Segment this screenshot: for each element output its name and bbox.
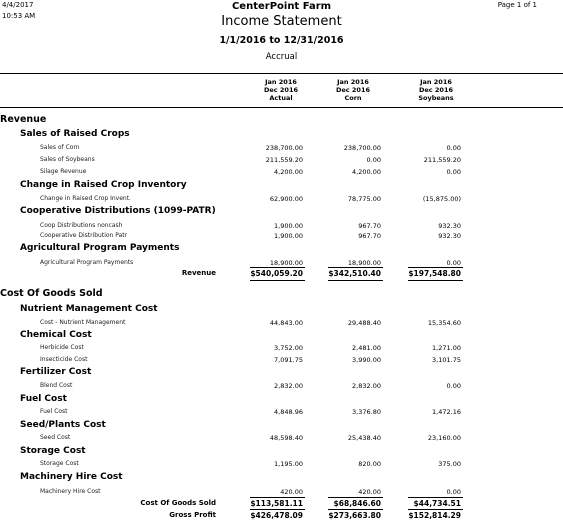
value-corn: 3,376.80	[352, 408, 381, 416]
value-soybeans: 211,559.20	[423, 156, 461, 164]
value-soybeans: 0.00	[446, 488, 461, 496]
value-soybeans: 932.30	[438, 222, 461, 230]
group-cooperative-distributions: Cooperative Distributions (1099-PATR)	[20, 206, 216, 216]
line-item-label: Blend Cost	[40, 382, 73, 389]
subtotal-rule	[250, 267, 305, 268]
print-time: 10:53 AM	[2, 12, 36, 20]
section-revenue: Revenue	[0, 114, 47, 125]
cogs-total-actual: $113,581.11	[250, 499, 303, 508]
value-actual: 3,752.00	[274, 344, 303, 352]
report-period: 1/1/2016 to 12/31/2016	[219, 35, 344, 46]
column-header-line: Jan 2016	[420, 78, 452, 86]
value-soybeans: 1,271.00	[432, 344, 461, 352]
column-header-line: Jan 2016	[337, 78, 369, 86]
report-title: Income Statement	[221, 14, 342, 29]
value-actual: 420.00	[280, 488, 303, 496]
value-soybeans: 23,160.00	[427, 434, 461, 442]
revenue-total-actual: $540,059.20	[250, 269, 303, 278]
column-header-line: Jan 2016	[265, 78, 297, 86]
group-machinery-hire-cost: Machinery Hire Cost	[20, 472, 123, 482]
page-number: Page 1 of 1	[497, 1, 537, 9]
value-soybeans: 0.00	[446, 259, 461, 267]
column-header-line: Dec 2016	[418, 86, 453, 94]
value-corn: 967.70	[358, 222, 381, 230]
column-header-line: Corn	[344, 94, 362, 102]
value-soybeans: 375.00	[438, 460, 461, 468]
cogs-total-label: Cost Of Goods Sold	[140, 499, 216, 507]
value-actual: 44,843.00	[269, 319, 303, 327]
value-actual: 18,900.00	[269, 259, 303, 267]
gross-profit-corn: $273,663.80	[328, 511, 381, 520]
value-corn: 4,200.00	[352, 168, 381, 176]
group-nutrient-management: Nutrient Management Cost	[20, 304, 158, 314]
section-cogs: Cost Of Goods Sold	[0, 288, 103, 299]
value-corn: 25,438.40	[347, 434, 381, 442]
value-actual: 7,091.75	[274, 356, 303, 364]
value-actual: 211,559.20	[265, 156, 303, 164]
value-corn: 420.00	[358, 488, 381, 496]
line-item-label: Agricultural Program Payments	[40, 259, 134, 266]
gross-profit-label: Gross Profit	[169, 511, 216, 519]
line-item-label: Sales of Soybeans	[40, 156, 95, 163]
group-fuel-cost: Fuel Cost	[20, 394, 67, 404]
group-seed-plants-cost: Seed/Plants Cost	[20, 420, 106, 430]
report-basis: Accrual	[265, 52, 298, 62]
value-corn: 78,775.00	[347, 195, 381, 203]
line-item-label: Coop Distributions noncash	[40, 222, 123, 229]
value-corn: 2,832.00	[352, 382, 381, 390]
value-actual: 62,900.00	[269, 195, 303, 203]
group-sales-of-raised-crops: Sales of Raised Crops	[20, 129, 130, 139]
value-actual: 48,598.40	[269, 434, 303, 442]
value-soybeans: 0.00	[446, 168, 461, 176]
revenue-total-label: Revenue	[181, 269, 216, 277]
subtotal-rule	[250, 497, 305, 498]
value-actual: 238,700.00	[265, 144, 303, 152]
value-soybeans: 0.00	[446, 382, 461, 390]
header-rule-bottom	[0, 107, 563, 108]
line-item-label: Insecticide Cost	[40, 356, 88, 363]
total-rule	[250, 509, 305, 510]
header-rule-top	[0, 73, 563, 74]
line-item-label: Seed Cost	[40, 434, 71, 441]
line-item-label: Storage Cost	[40, 460, 79, 467]
line-item-label: Silage Revenue	[40, 168, 87, 175]
subtotal-rule	[328, 267, 383, 268]
value-soybeans: 15,354.60	[427, 319, 461, 327]
value-actual: 4,200.00	[274, 168, 303, 176]
subtotal-rule	[408, 497, 463, 498]
total-rule	[408, 280, 463, 281]
company-name: CenterPoint Farm	[231, 1, 332, 12]
column-header-line: Soybeans	[418, 94, 454, 102]
total-rule	[408, 509, 463, 510]
value-soybeans: 932.30	[438, 232, 461, 240]
total-rule	[250, 280, 305, 281]
value-soybeans: (15,875.00)	[422, 195, 461, 203]
value-corn: 967.70	[358, 232, 381, 240]
group-agricultural-program-payments: Agricultural Program Payments	[20, 243, 180, 253]
column-header-line: Actual	[269, 94, 293, 102]
line-item-label: Cooperative Distribution Patr	[40, 232, 128, 239]
total-rule	[328, 509, 383, 510]
revenue-total-corn: $342,510.40	[328, 269, 381, 278]
print-date: 4/4/2017	[2, 1, 34, 9]
line-item-label: Herbicide Cost	[40, 344, 84, 351]
value-actual: 2,832.00	[274, 382, 303, 390]
group-change-in-inventory: Change in Raised Crop Inventory	[20, 180, 187, 190]
value-soybeans: 0.00	[446, 144, 461, 152]
group-chemical-cost: Chemical Cost	[20, 330, 92, 340]
total-rule	[328, 280, 383, 281]
line-item-label: Sales of Corn	[40, 144, 80, 151]
value-corn: 3,990.00	[352, 356, 381, 364]
value-actual: 1,900.00	[274, 222, 303, 230]
subtotal-rule	[408, 267, 463, 268]
line-item-label: Fuel Cost	[40, 408, 68, 415]
cogs-total-corn: $68,846.60	[333, 499, 381, 508]
value-soybeans: 3,101.75	[432, 356, 461, 364]
value-corn: 29,488.40	[347, 319, 381, 327]
group-storage-cost: Storage Cost	[20, 446, 86, 456]
gross-profit-actual: $426,478.09	[250, 511, 303, 520]
line-item-label: Cost - Nutrient Management	[40, 319, 126, 326]
value-corn: 2,481.00	[352, 344, 381, 352]
column-header-actual	[253, 78, 309, 102]
value-corn: 0.00	[366, 156, 381, 164]
value-soybeans: 1,472.16	[432, 408, 461, 416]
value-actual: 1,900.00	[274, 232, 303, 240]
value-corn: 238,700.00	[343, 144, 381, 152]
subtotal-rule	[328, 497, 383, 498]
gross-profit-soybeans: $152,814.29	[408, 511, 461, 520]
value-corn: 820.00	[358, 460, 381, 468]
value-actual: 1,195.00	[274, 460, 303, 468]
column-header-corn	[325, 78, 381, 102]
column-header-line: Dec 2016	[335, 86, 370, 94]
group-fertilizer-cost: Fertilizer Cost	[20, 367, 92, 377]
line-item-label: Machinery Hire Cost	[40, 488, 101, 495]
column-header-line: Dec 2016	[263, 86, 298, 94]
value-actual: 4,848.96	[274, 408, 303, 416]
revenue-total-soybeans: $197,548.80	[408, 269, 461, 278]
line-item-label: Change in Raised Crop Invent.	[40, 195, 131, 202]
cogs-total-soybeans: $44,734.51	[413, 499, 461, 508]
column-header-soybeans	[408, 78, 464, 102]
value-corn: 18,900.00	[347, 259, 381, 267]
